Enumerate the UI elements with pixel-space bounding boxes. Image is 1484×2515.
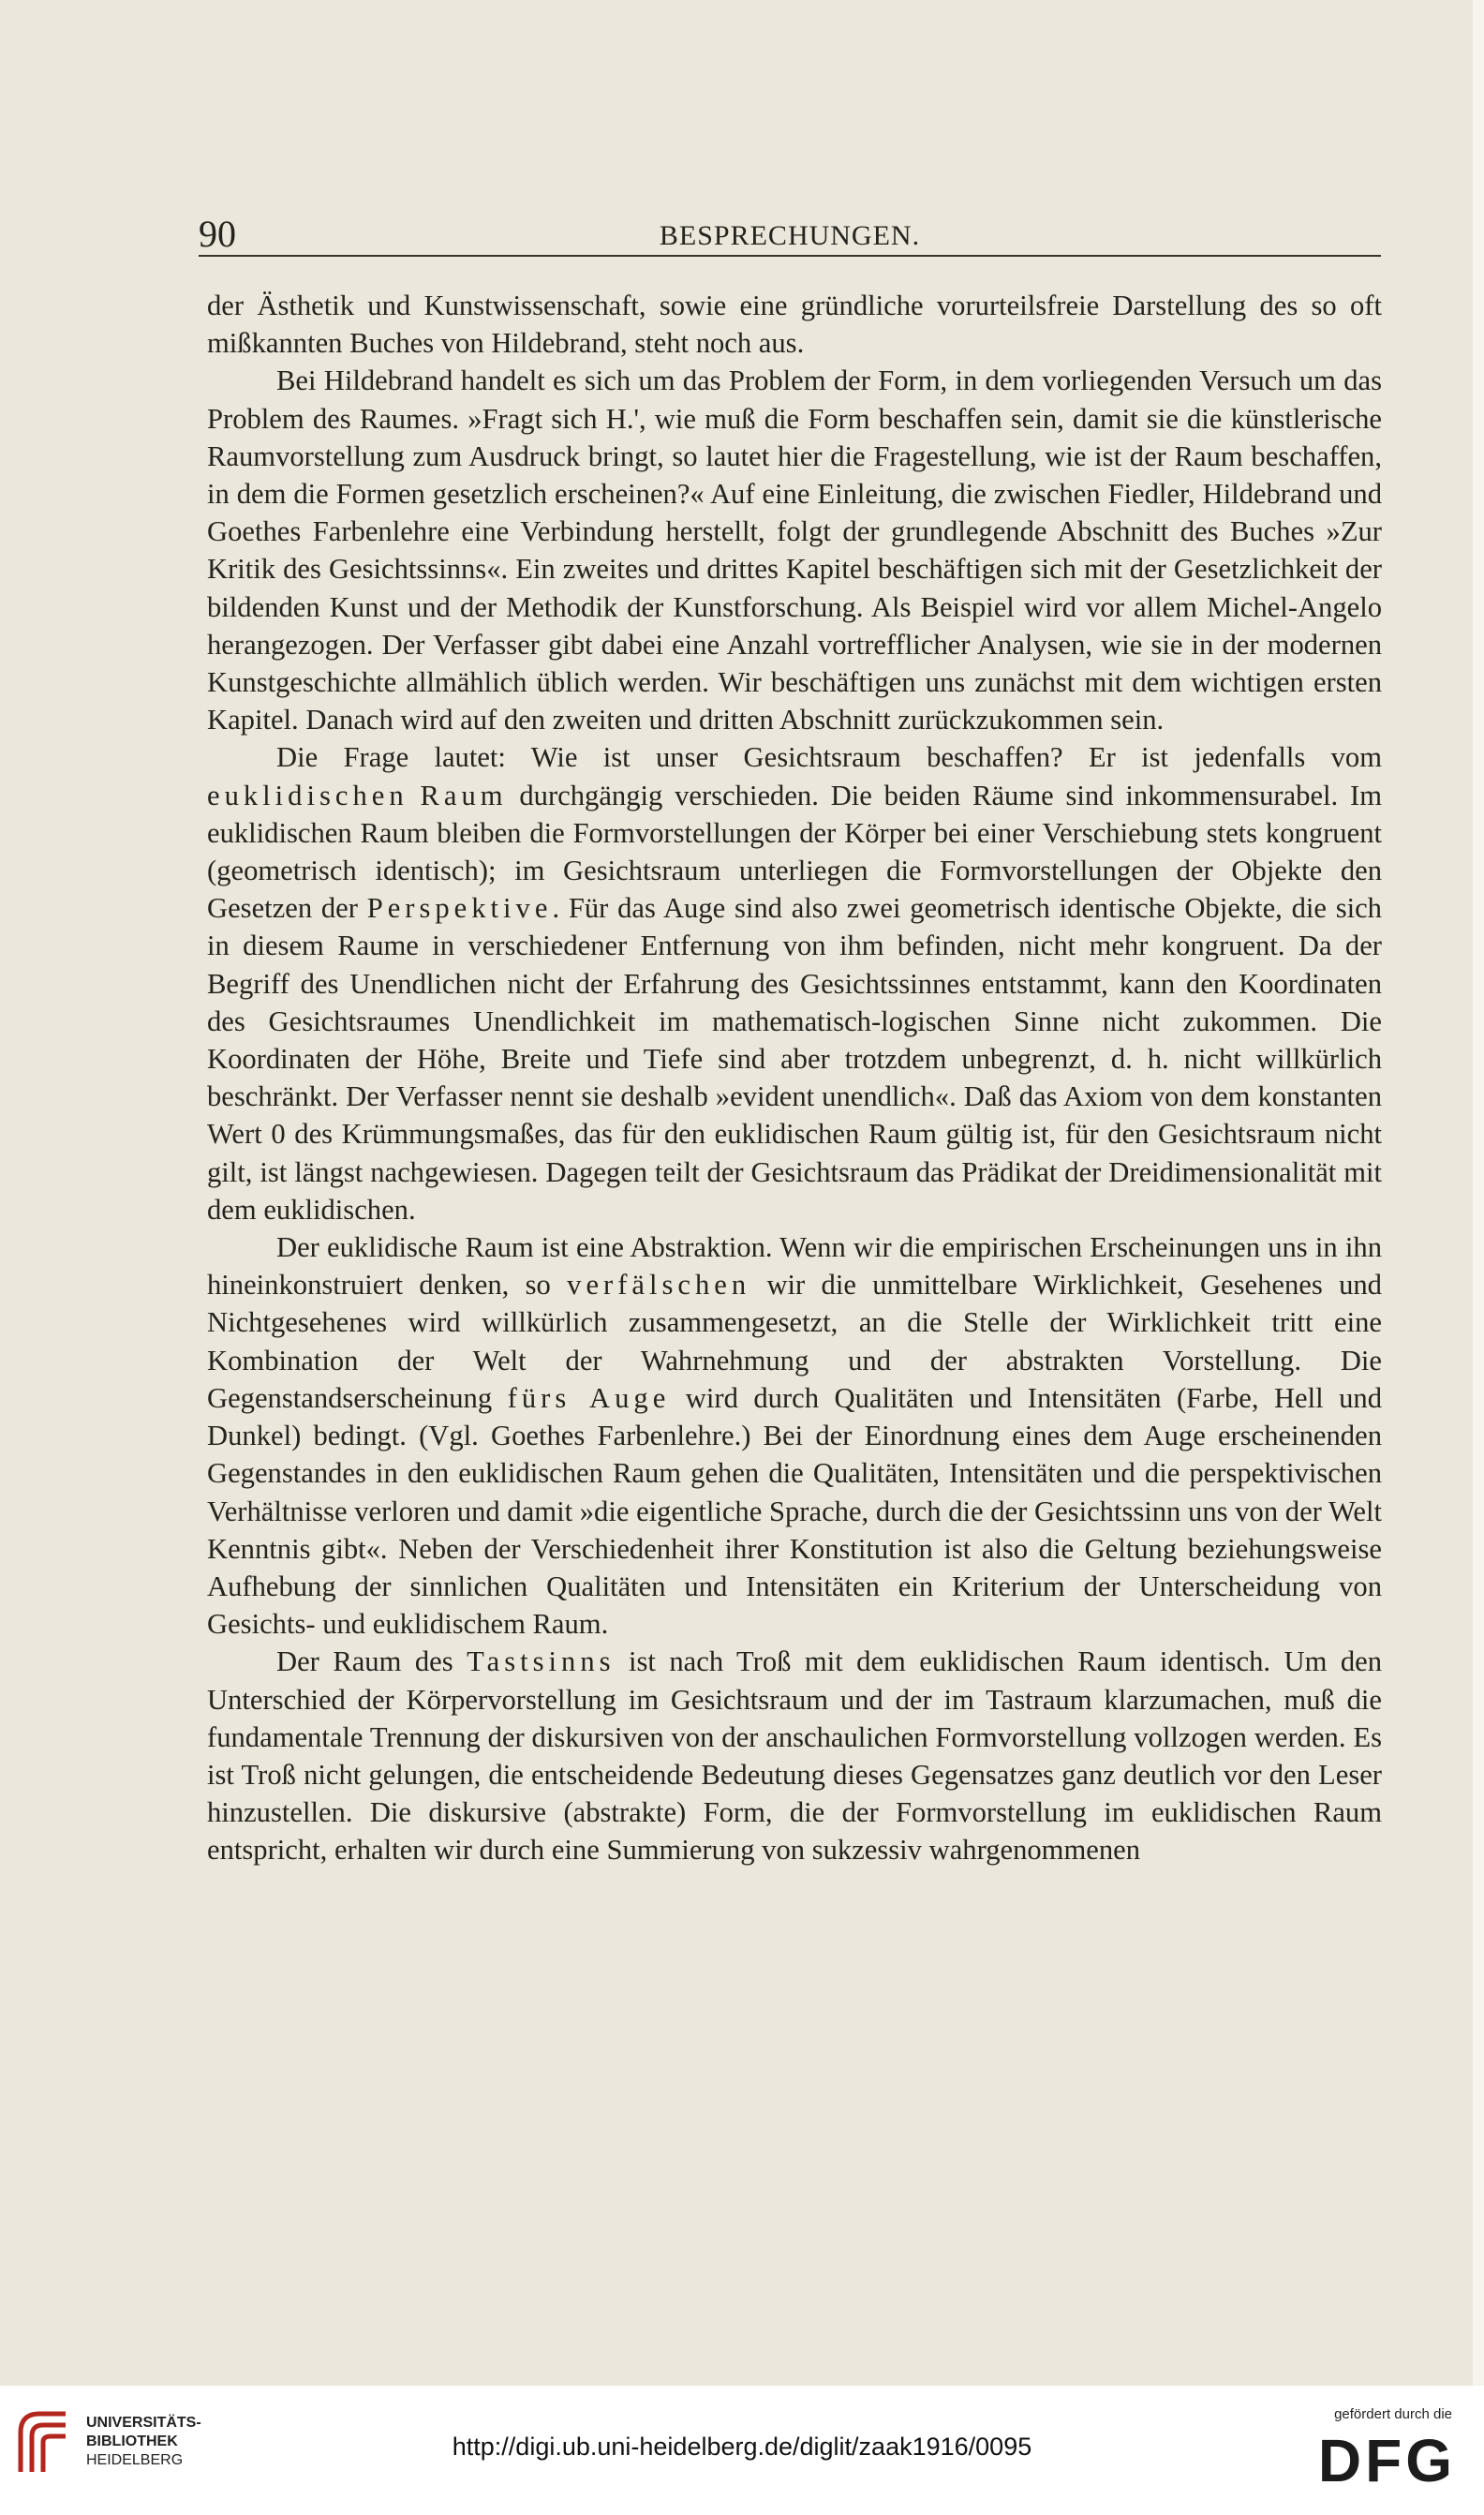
text-run: [408, 780, 421, 811]
library-name-line: BIBLIOTHEK: [86, 2433, 178, 2449]
section-title: BESPRECHUNGEN.: [659, 220, 921, 251]
paragraph-1: der Ästhetik und Kunstwissenschaft, sowie eine gründliche vorurteilsfreie Darstellung des so oft mißkannten Buches von Hildebrand, steht noch aus.: [207, 290, 1382, 360]
text-run: Der euklidische Raum ist eine Abstraktion. Wenn wir die empirischen Erscheinungen uns in ihn hineinkonstruiert denken, so: [207, 1231, 1382, 1302]
emphasis-verfaelschen: verfälschen: [567, 1269, 751, 1302]
library-name-line: HEIDELBERG: [86, 2452, 184, 2468]
body-text: [207, 287, 1382, 1869]
text-run: wird durch Qualitäten und Intensitäten (Farbe, Hell und Dunkel) bedingt. (Vgl. Goethes Farbenlehre.) Bei der Einordnung eines dem Auge erscheinenden Gegenstandes in den euklidischen Raum gehen die Qualitäten, Intensitäten und die perspektivischen Verhältnisse verloren und damit »die eigentliche Sprache, durch die der Gesichtssinn uns von der Welt Kenntnis gibt«. Neben der Verschiedenheit ihrer Konstitution ist also die Geltung beziehungsweise Aufhebung der sinnlichen Qualitäten und Intensitäten ein Kriterium der Unterscheidung von Gesichts- und euklidischem Raum.: [207, 1381, 1383, 1641]
emphasis-perspektive: Perspektive: [366, 892, 553, 925]
permalink-url[interactable]: http://digi.ub.uni-heidelberg.de/diglit/zaak1916/0095: [452, 2433, 1032, 2461]
page-number: 90: [199, 213, 236, 255]
emphasis-raum: Raum: [420, 779, 508, 811]
paragraph-3: [207, 738, 1382, 1228]
emphasis-euklidischen: euklidischen: [207, 779, 408, 811]
digitization-footer: [0, 2386, 1484, 2515]
running-head: [199, 214, 1381, 257]
paragraph-5: [207, 1643, 1382, 1868]
library-name-line: UNIVERSITÄTS-: [86, 2415, 201, 2431]
sponsor-caption: gefördert durch die: [1334, 2406, 1452, 2422]
text-run: wir die unmittelbare Wirklichkeit, Gesehenes und Nichtgesehenes wird willkürlich zusammengesetzt, an die Stelle der Wirklichkeit tritt eine Kombination der Welt der Wahrnehmung und der abstrakten Vorstellung. Die Gegenstandserscheinung: [207, 1269, 1382, 1414]
paragraph-2: Bei Hildebrand handelt es sich um das Problem der Form, in dem vorliegenden Versuch um das Problem des Raumes. »Fragt sich H.', wie muß die Form beschaffen sein, damit sie die künstlerische Raumvorstellung zum Ausdruck bringt, so lautet hier die Fragestellung, wie ist der Raum beschaffen, in dem die Formen gesetzlich erscheinen?« Auf eine Einleitung, die zwischen Fiedler, Hildebrand und Goethes Farbenlehre eine Verbindung herstellt, folgt der grundlegende Abschnitt des Buches »Zur Kritik des Gesichtssinns«. Ein zweites und drittes Kapitel beschäftigen sich mit der Gesetzlichkeit der bildenden Kunst und der Methodik der Kunstforschung. Als Beispiel wird vor allem Michel-Angelo herangezogen. Der Verfasser gibt dabei eine Anzahl vortrefflicher Analysen, wie sie in der modernen Kunstgeschichte allmählich üblich werden. Wir beschäftigen uns zunächst mit dem wichtigen ersten Kapitel. Danach wird auf den zweiten und dritten Abschnitt zurückzukommen sein.: [207, 365, 1382, 737]
dfg-logo: DFG: [1317, 2427, 1456, 2494]
text-run: ist nach Troß mit dem euklidischen Raum identisch. Um den Unterschied der Körpervorstellung im Gesichtsraum und der im Tastraum klarzumachen, muß die fundamentale Trennung der diskursiven von der anschaulichen Formvorstellung vollzogen werden. Es ist Troß nicht gelungen, die entscheidende Bedeutung dieses Gegensatzes ganz deutlich vor den Leser hinzustellen. Die diskursive (abstrakte) Form, die der Formvorstellung im euklidischen Raum entspricht, erhalten wir durch eine Summierung von sukzessiv wahrgenommenen: [207, 1645, 1382, 1867]
emphasis-tastsinns: Tastsinns: [467, 1645, 616, 1678]
paragraph-4: [207, 1228, 1382, 1643]
emphasis-fuers-auge: fürs Auge: [507, 1381, 671, 1414]
scan-edge: [1473, 0, 1484, 2386]
text-run: Der Raum des: [276, 1645, 467, 1678]
text-run: Die Frage lautet: Wie ist unser Gesichtsraum beschaffen? Er ist jedenfalls vom: [276, 741, 1382, 774]
text-run: durchgängig verschieden. Die beiden Räume sind inkommensurabel. Im euklidischen Raum bleiben die Formvorstellungen der Körper bei einer Verschiebung stets kongruent (geometrisch identisch); im Gesichtsraum unterliegen die Formvorstellungen der Objekte den Gesetzen der: [207, 779, 1382, 925]
text-run: . Für das Auge sind also zwei geometrisch identische Objekte, die sich in diesem Raume in verschiedener Entfernung von ihm befinden, nicht mehr kongruent. Da der Begriff des Unendlichen nicht der Erfahrung des Gesichtssinnes entstammt, kann den Koordinaten des Gesichtsraumes Unendlichkeit im mathematisch-logischen Sinne nicht zukommen. Die Koordinaten der Höhe, Breite und Tiefe sind aber trotzdem unbegrenzt, d. h. nicht willkürlich beschränkt. Der Verfasser nennt sie deshalb »evident unendlich«. Daß das Axiom von dem konstanten Wert 0 des Krümmungsmaßes, das für den euklidischen Raum gültig ist, für den Gesichtsraum nicht gilt, ist längst nachgewiesen. Dagegen teilt der Gesichtsraum das Prädikat der Dreidimensionalität mit dem euklidischen.: [207, 892, 1382, 1226]
